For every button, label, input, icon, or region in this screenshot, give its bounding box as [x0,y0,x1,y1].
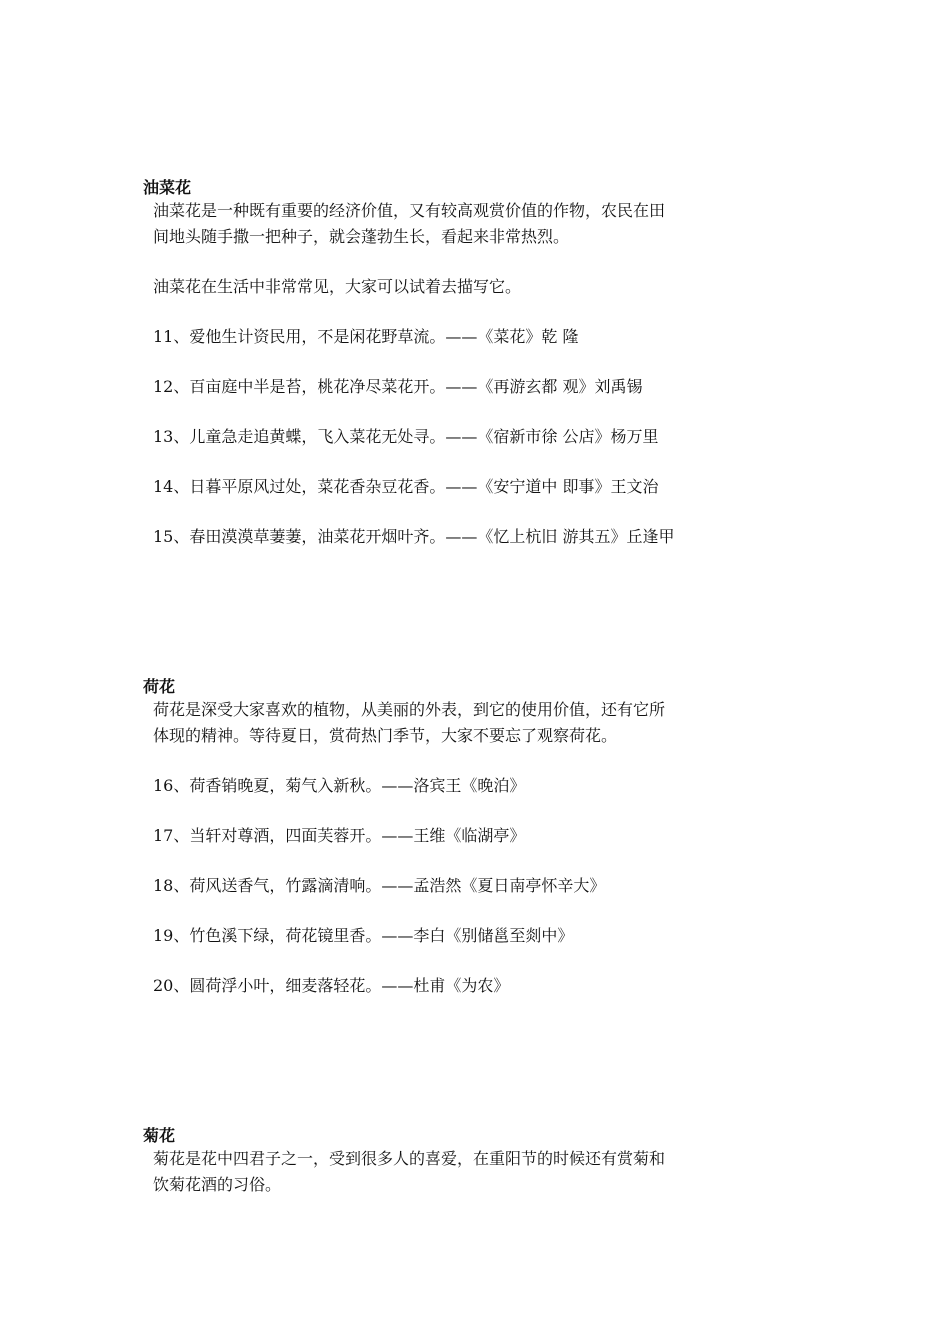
poem-line: 13、儿童急走追黄蝶，飞入菜花无处寻。——《宿新市徐 公店》杨万里 [153,427,659,446]
section-intro [143,697,863,749]
poem-line: 11、爱他生计资民用，不是闲花野草流。——《菜花》乾 隆 [153,327,579,346]
poem-line: 15、春田漠漠草萋萋，油菜花开烟叶齐。——《忆上杭旧 游其五》丘逢甲 [153,527,675,546]
poem-line: 18、荷风送香气，竹露滴清响。——孟浩然《夏日南亭怀辛大》 [153,876,606,895]
poem-line: 16、荷香销晚夏，菊气入新秋。——洛宾王《晚泊》 [153,776,526,795]
poem-line: 17、当轩对尊酒，四面芙蓉开。——王维《临湖亭》 [153,826,526,845]
section-intro [143,198,863,250]
section-intro [143,1146,863,1198]
intro-line: 菊花是花中四君子之一，受到很多人的喜爱，在重阳节的时候还有赏菊和 [153,1149,666,1168]
intro-line: 饮菊花酒的习俗。 [153,1175,282,1194]
intro-line: 荷花是深受大家喜欢的植物，从美丽的外表，到它的使用价值，还有它所 [153,700,666,719]
section-title: 菊花 [143,1126,176,1145]
intro-line: 体现的精神。等待夏日，赏荷热门季节，大家不要忘了观察荷花。 [153,726,618,745]
section-title: 油菜花 [143,178,192,197]
section-title: 荷花 [143,677,176,696]
poem-line: 20、圆荷浮小叶，细麦落轻花。——杜甫《为农》 [153,976,510,995]
poem-line: 12、百亩庭中半是苔，桃花净尽菜花开。——《再游玄都 观》刘禹锡 [153,377,643,396]
intro-line: 间地头随手撒一把种子，就会蓬勃生长，看起来非常热烈。 [153,227,570,246]
section-rapeseed-flower [143,178,863,550]
section-lotus [143,677,863,999]
poem-line: 19、竹色溪下绿，荷花镜里香。——李白《别储邕至剡中》 [153,926,574,945]
intro-line: 油菜花是一种既有重要的经济价值，又有较高观赏价值的作物，农民在田 [153,201,666,220]
poem-line: 14、日暮平原风过处，菜花香杂豆花香。——《安宁道中 即事》王文治 [153,477,659,496]
section-note: 油菜花在生活中非常常见，大家可以试着去描写它。 [153,277,522,296]
section-chrysanthemum [143,1126,863,1198]
